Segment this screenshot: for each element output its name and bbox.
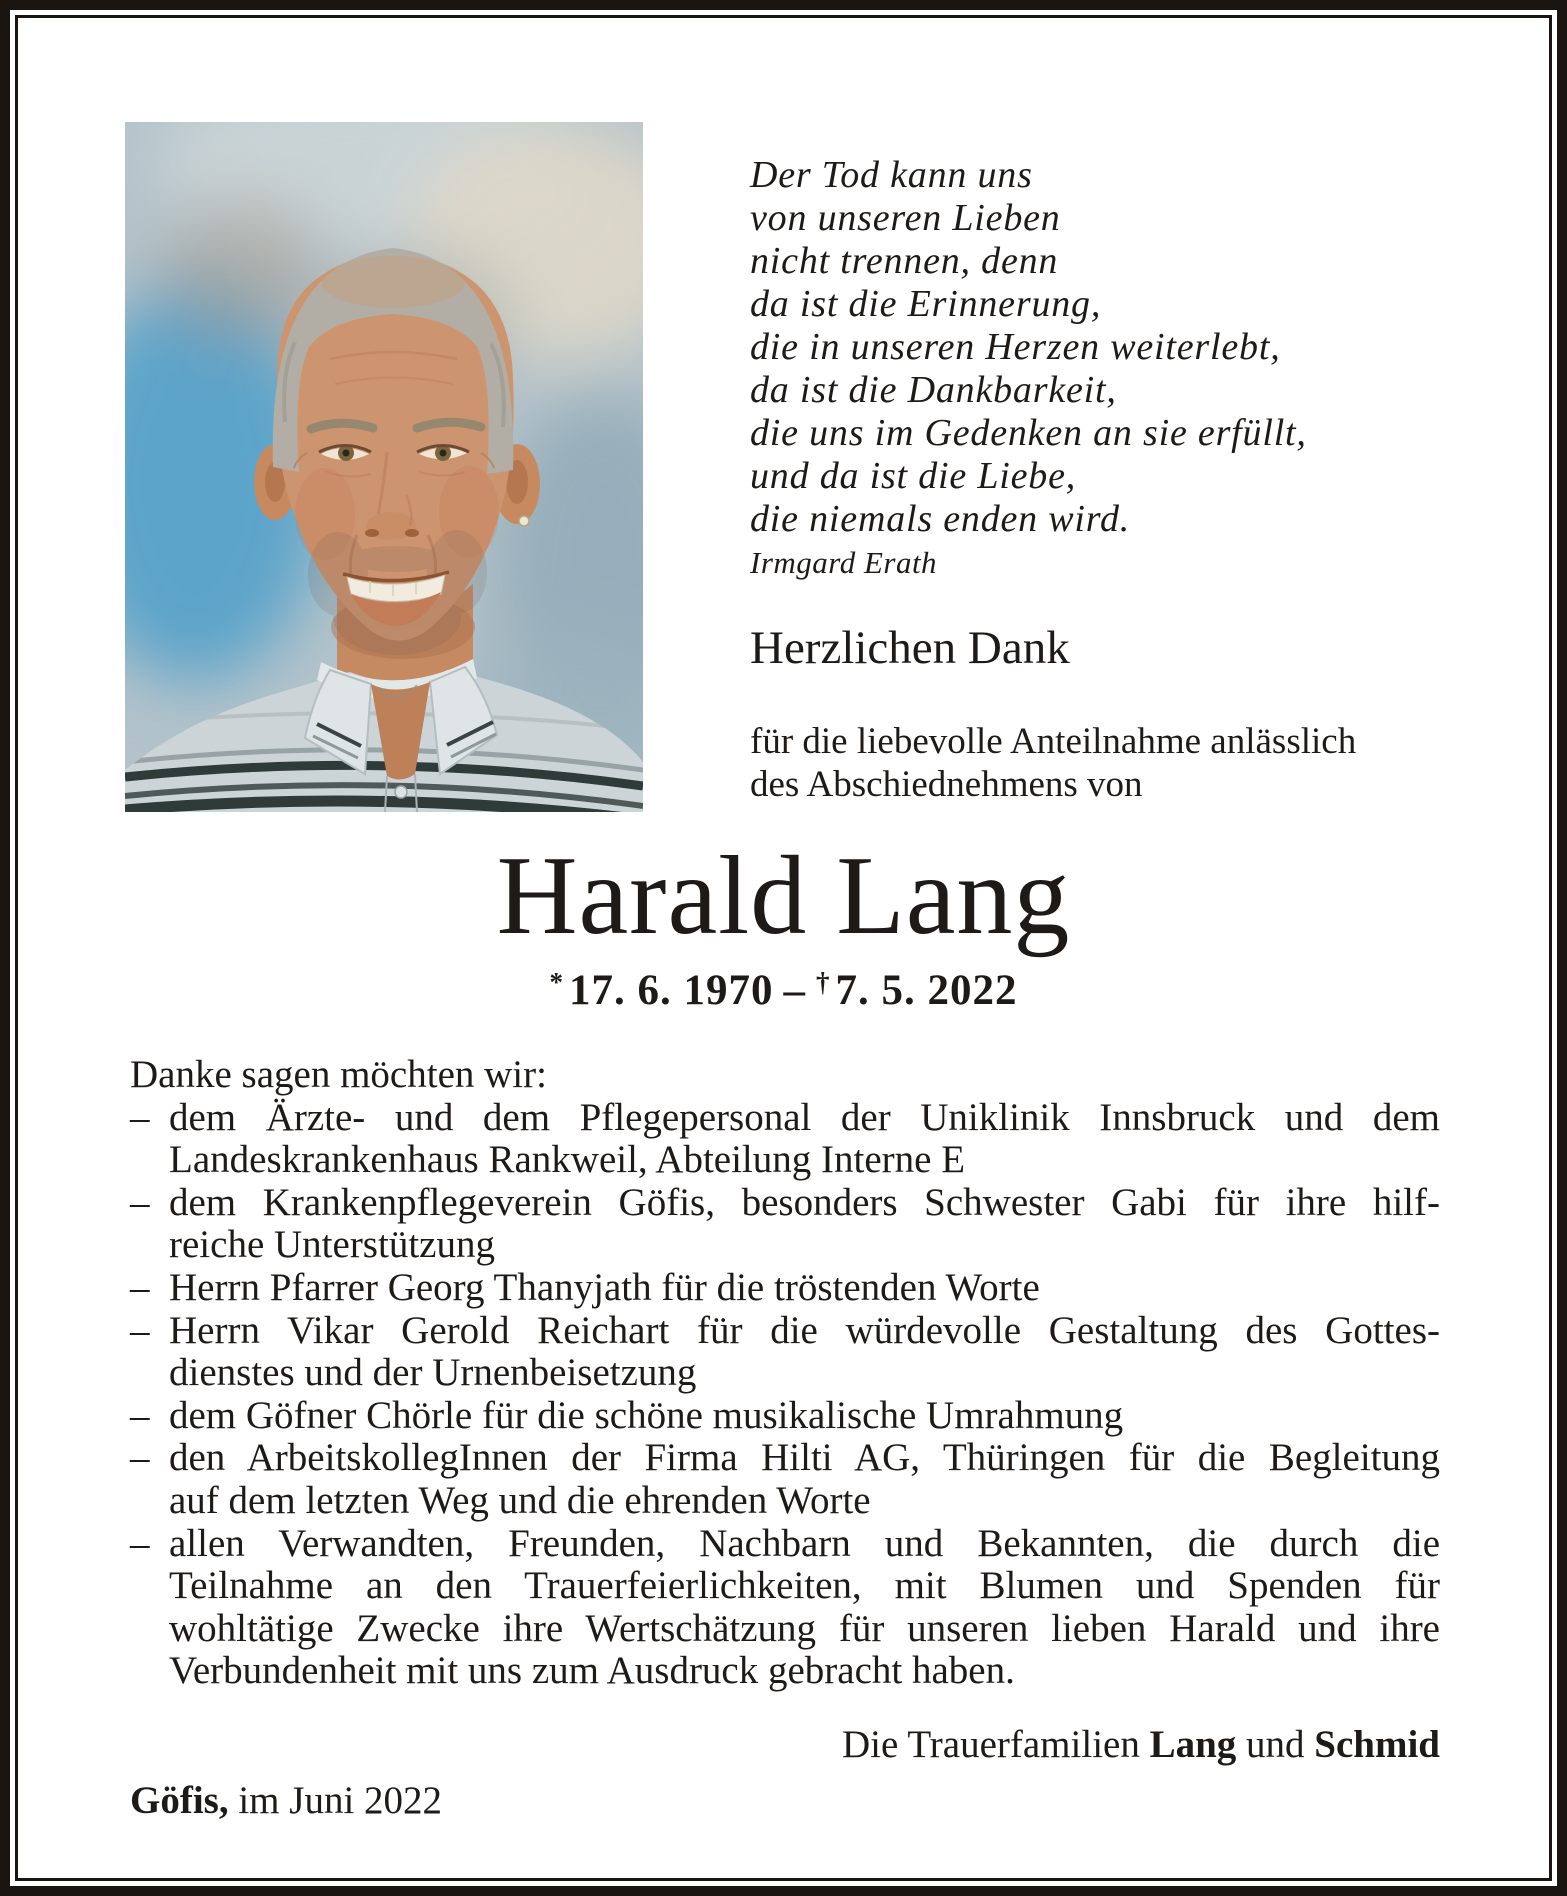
list-item-line: dem Ärzte- und dem Pflegepersonal der Uniklinik Innsbruck und dem xyxy=(169,1095,1440,1139)
mourning-families-line xyxy=(842,1724,1440,1767)
poem-line: von unseren Lieben xyxy=(750,197,1061,239)
list-item-line: auf dem letzten Weg und die ehrenden Worte xyxy=(169,1478,871,1522)
closing-prefix: Die Trauerfamilien xyxy=(841,1723,1140,1766)
list-item xyxy=(130,1523,1440,1693)
list-item-line: allen Verwandten, Freunden, Nachbarn und Bekannten, die durch die xyxy=(169,1521,1440,1565)
dash-bullet: – xyxy=(130,1095,150,1139)
death-date: 7. 5. 2022 xyxy=(835,967,1018,1014)
thanks-intro xyxy=(750,720,1356,806)
acknowledgements-intro: Danke sagen möchten wir: xyxy=(130,1053,547,1096)
list-item xyxy=(130,1437,1440,1522)
family-name: Schmid xyxy=(1314,1723,1440,1766)
place: Göfis, xyxy=(130,1779,229,1822)
family-name: Lang xyxy=(1149,1723,1237,1766)
list-item-line: Teilnahme an den Trauerfeierlichkeiten, mit Blumen und Spenden für xyxy=(169,1564,1440,1608)
list-item-line: Landeskrankenhaus Rankweil, Abteilung Interne E xyxy=(169,1138,966,1182)
poem-line: nicht trennen, denn xyxy=(750,240,1059,282)
thanks-intro-line: für die liebevolle Anteilnahme anlässlich xyxy=(750,721,1357,762)
list-item-line: Herrn Vikar Gerold Reichart für die würdevolle Gestaltung des Gottes- xyxy=(169,1308,1440,1352)
deceased-name: Harald Lang xyxy=(496,834,1071,958)
thanks-intro-line: des Abschiednehmens von xyxy=(750,764,1143,805)
acknowledgements xyxy=(130,1054,1440,1693)
poem-line: die niemals enden wird. xyxy=(750,498,1131,540)
date-separator: – xyxy=(783,967,806,1014)
dash-bullet: – xyxy=(130,1436,150,1480)
poem xyxy=(750,154,1307,584)
dash-bullet: – xyxy=(130,1308,150,1352)
dash-bullet: – xyxy=(130,1265,150,1309)
death-cross-symbol: † xyxy=(816,967,831,997)
list-item-line: Verbundenheit mit uns zum Ausdruck gebracht haben. xyxy=(169,1649,1015,1693)
date: im Juni 2022 xyxy=(238,1779,443,1822)
list-item-line: Herrn Pfarrer Georg Thanyjath für die tröstenden Worte xyxy=(169,1265,1040,1309)
portrait-photo xyxy=(125,122,643,812)
list-item xyxy=(130,1310,1440,1395)
list-item xyxy=(130,1267,1440,1310)
birth-date: 17. 6. 1970 xyxy=(569,967,774,1014)
poem-line: Der Tod kann uns xyxy=(750,154,1033,196)
poem-line: da ist die Dankbarkeit, xyxy=(750,369,1117,411)
dash-bullet: – xyxy=(130,1180,150,1224)
thanks-heading: Herzlichen Dank xyxy=(750,622,1070,674)
list-item-line: reiche Unterstützung xyxy=(169,1223,495,1267)
list-item-line: dem Krankenpflegeverein Göfis, besonders Schwester Gabi für ihre hilf- xyxy=(169,1180,1440,1224)
poem-line: die in unseren Herzen weiterlebt, xyxy=(750,326,1281,368)
list-item-line: dem Göfner Chörle für die schöne musikalische Umrahmung xyxy=(169,1393,1124,1437)
dash-bullet: – xyxy=(130,1393,150,1437)
list-item-line: dienstes und der Urnenbeisetzung xyxy=(169,1351,697,1395)
birth-symbol: * xyxy=(549,967,564,997)
poem-author: Irmgard Erath xyxy=(750,545,938,580)
poem-line: die uns im Gedenken an sie erfüllt, xyxy=(750,412,1307,454)
closing-conjunction: und xyxy=(1246,1723,1305,1766)
portrait-illustration xyxy=(125,122,643,812)
place-date-line xyxy=(130,1780,442,1823)
life-dates xyxy=(0,969,1567,1012)
list-item xyxy=(130,1097,1440,1182)
poem-line: da ist die Erinnerung, xyxy=(750,283,1102,325)
list-item-line: den ArbeitskollegInnen der Firma Hilti AG, Thüringen für die Begleitung xyxy=(169,1436,1440,1480)
list-item xyxy=(130,1395,1440,1438)
list-item-line: wohltätige Zwecke ihre Wertschätzung für unseren lieben Harald und ihre xyxy=(169,1606,1440,1650)
dash-bullet: – xyxy=(130,1521,150,1565)
list-item xyxy=(130,1182,1440,1267)
poem-line: und da ist die Liebe, xyxy=(750,455,1077,497)
